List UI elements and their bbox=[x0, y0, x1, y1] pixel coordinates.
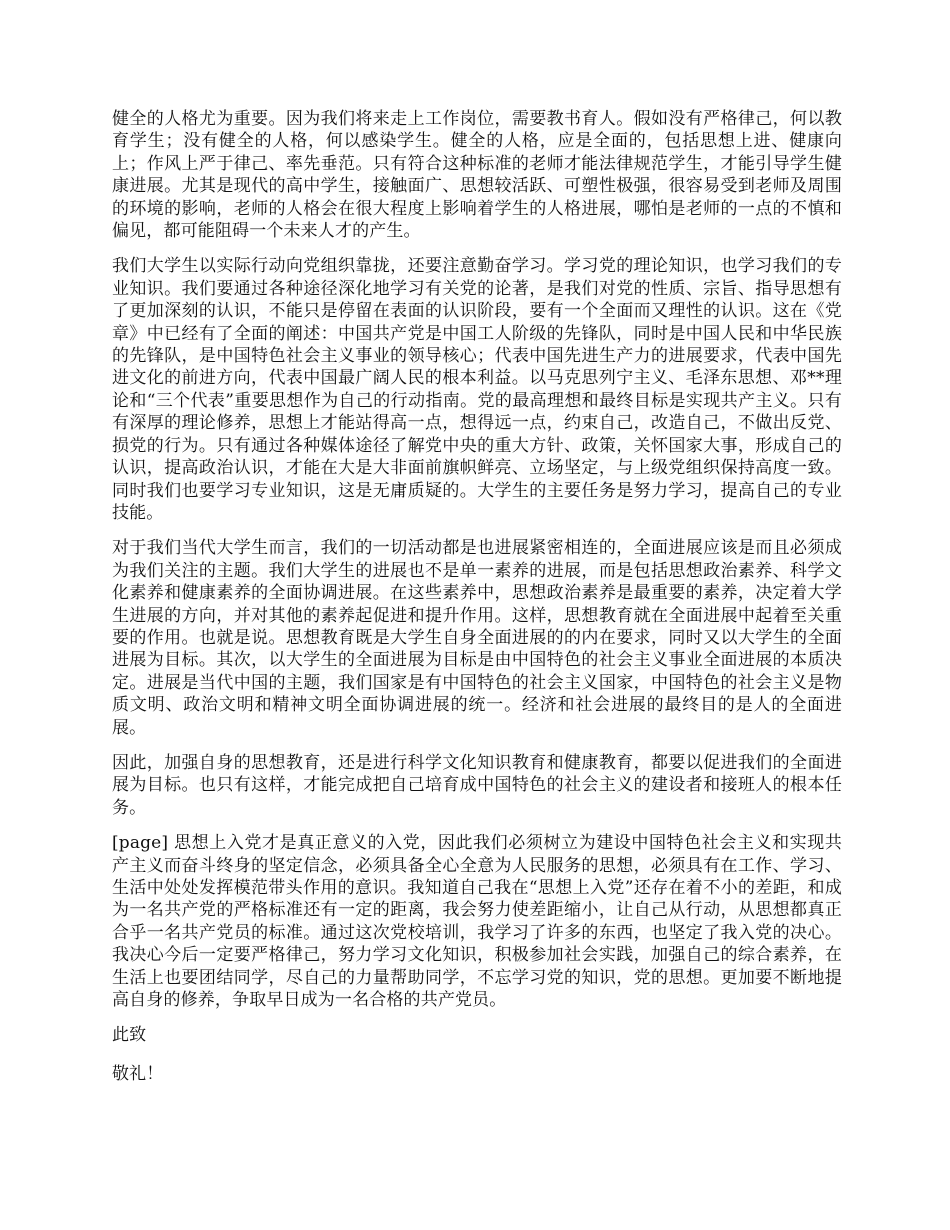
paragraph-personality: 健全的人格尤为重要。因为我们将来走上工作岗位，需要教书育人。假如没有严格律己，何以教育学生；没有健全的人格，何以感染学生。健全的人格，应是全面的，包括思想上进、健康向上；作风上严于律己、率先垂范。只有符合这种标准的老师才能法律规范学生，才能引导学生健康进展。尤其是现代的高中学生，接触面广、思想较活跃、可塑性极强，很容易受到老师及周围的环境的影响，老师的人格会在很大程度上影响着学生的人格进展，哪怕是老师的一点的不慎和偏见，都可能阻碍一个未来人才的产生。 bbox=[112, 109, 842, 242]
closing-regards: 敬礼！ bbox=[112, 1063, 164, 1084]
paragraph-development: 对于我们当代大学生而言，我们的一切活动都是也进展紧密相连的，全面进展应该是而且必须成为我们关注的主题。我们大学生的进展也不是单一素养的进展，而是包括思想政治素养、科学文化素养和健康素养的全面协调进展。在这些素养中，思想政治素养是最重要的素养，决定着大学生进展的方向，并对其他的素养起促进和提升作用。这样，思想教育就在全面进展中起着至关重要的作用。也就是说。思想教育既是大学生自身全面进展的的内在要求，同时又以大学生的全面进展为目标。其次，以大学生的全面进展为目标是由中国特色的社会主义事业全面进展的本质决定。进展是当代中国的主题，我们国家是有中国特色的社会主义国家，中国特色的社会主义是物质文明、政治文明和精神文明全面协调进展的统一。经济和社会进展的最终目的是人的全面进展。 bbox=[112, 538, 842, 738]
paragraph-conclusion: 因此，加强自身的思想教育，还是进行科学文化知识教育和健康教育，都要以促进我们的全面进展为目标。也只有这样，才能完成把自己培育成中国特色的社会主义的建设者和接班人的根本任务。 bbox=[112, 752, 842, 818]
document-body bbox=[112, 108, 842, 1101]
paragraph-ideological-joining: [page] 思想上入党才是真正意义的入党，因此我们必须树立为建设中国特色社会主义和实现共产主义而奋斗终身的坚定信念，必须具备全心全意为人民服务的思想，必须具有在工作、学习、生活中处处发挥模范带头作用的意识。我知道自己我在“思想上入党”还存在着不小的差距，和成为一名共产党的严格标准还有一定的距离，我会努力使差距缩小，让自己从行动，从思想都真正合乎一名共产党员的标准。通过这次党校培训，我学习了许多的东西，也坚定了我入党的决心。我决心今后一定要严格律己，努力学习文化知识，积极参加社会实践，加强自己的综合素养，在生活上也要团结同学，尽自己的力量帮助同学，不忘学习党的知识，党的思想。更加要不断地提高自身的修养，争取早日成为一名合格的共产党员。 bbox=[112, 833, 842, 1011]
closing-salutation: 此致 bbox=[112, 1025, 147, 1046]
paragraph-study: 我们大学生以实际行动向党组织靠拢，还要注意勤奋学习。学习党的理论知识，也学习我们的专业知识。我们要通过各种途径深化地学习有关党的论著，是我们对党的性质、宗旨、指导思想有了更加深刻的认识，不能只是停留在表面的认识阶段，要有一个全面而又理性的认识。这在《党章》中已经有了全面的阐述：中国共产党是中国工人阶级的先锋队，同时是中国人民和中华民族的先锋队，是中国特色社会主义事业的领导核心；代表中国先进生产力的进展要求，代表中国先进文化的前进方向，代表中国最广阔人民的根本利益。以马克思列宁主义、毛泽东思想、邓**理论和“三个代表”重要思想作为自己的行动指南。党的最高理想和最终目标是实现共产主义。只有有深厚的理论修养，思想上才能站得高一点，想得远一点，约束自己，改造自己，不做出反党、损党的行为。只有通过各种媒体途径了解党中央的重大方针、政策，关怀国家大事，形成自己的认识，提高政治认识，才能在大是大非面前旗帜鲜亮、立场坚定，与上级党组织保持高度一致。同时我们也要学习专业知识，这是无庸质疑的。大学生的主要任务是努力学习，提高自己的专业技能。 bbox=[112, 256, 842, 523]
